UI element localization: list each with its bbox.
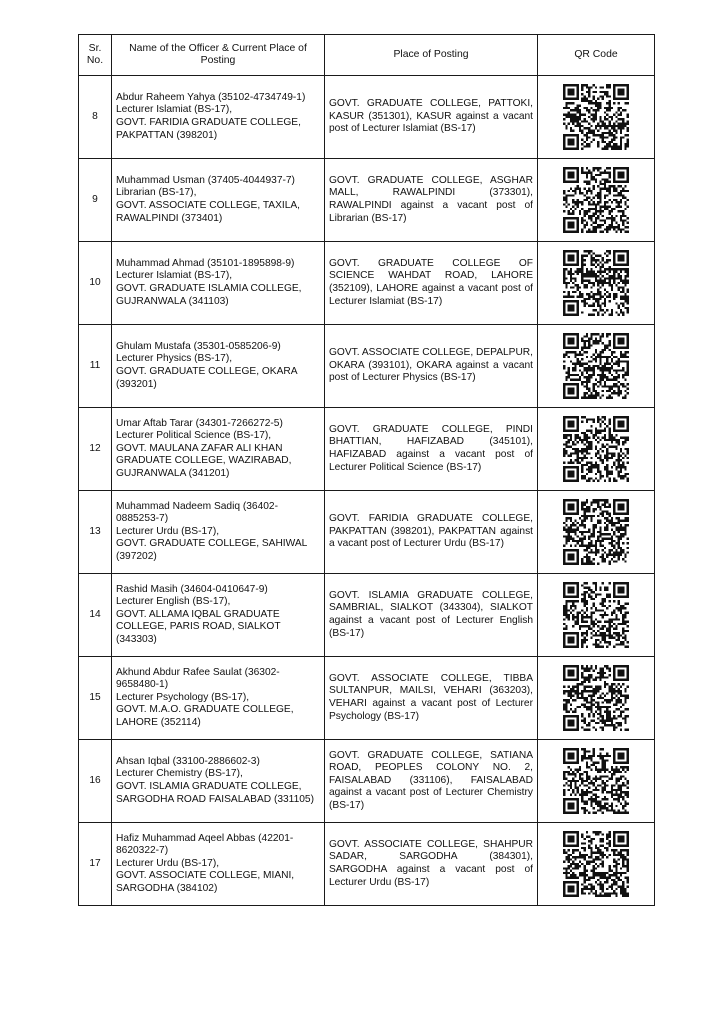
officer-details — [112, 740, 325, 823]
serial-number: 17 — [79, 823, 112, 906]
officer-details — [112, 325, 325, 408]
qr-code-icon — [563, 582, 629, 648]
place-of-posting: GOVT. GRADUATE COLLEGE, PATTOKI, KASUR (351301), KASUR against a vacant post of Lecturer Islamiat (BS-17) — [325, 76, 538, 159]
qr-code-icon — [563, 84, 629, 150]
header-sr: Sr. No. — [79, 35, 112, 76]
serial-number: 14 — [79, 574, 112, 657]
officer-designation: Lecturer Islamiat (BS-17), — [116, 270, 233, 282]
officer-designation: Lecturer Urdu (BS-17), — [116, 525, 220, 537]
officer-designation: Lecturer Chemistry (BS-17), — [116, 768, 243, 780]
header-qr: QR Code — [538, 35, 655, 76]
header-name: Name of the Officer & Current Place of Posting — [112, 35, 325, 76]
qr-code-icon — [563, 250, 629, 316]
current-posting: GOVT. GRADUATE COLLEGE, SAHIWAL (397202) — [116, 538, 307, 562]
qr-code-cell — [538, 159, 655, 242]
place-of-posting: GOVT. ASSOCIATE COLLEGE, DEPALPUR, OKARA (393101), OKARA against a vacant post of Lecturer Physics (BS-17) — [325, 325, 538, 408]
qr-code-cell — [538, 325, 655, 408]
table-row — [79, 159, 655, 242]
serial-number: 16 — [79, 740, 112, 823]
officer-details — [112, 408, 325, 491]
table-row — [79, 740, 655, 823]
serial-number: 8 — [79, 76, 112, 159]
officer-designation: Lecturer English (BS-17), — [116, 596, 231, 608]
header-place: Place of Posting — [325, 35, 538, 76]
current-posting: GOVT. FARIDIA GRADUATE COLLEGE, PAKPATTAN (398201) — [116, 117, 301, 141]
current-posting: GOVT. ASSOCIATE COLLEGE, MIANI, SARGODHA (384102) — [116, 870, 295, 894]
officer-name: Umar Aftab Tarar (34301-7266272-5) — [116, 417, 283, 429]
qr-code-icon — [563, 333, 629, 399]
qr-code-cell — [538, 76, 655, 159]
officer-name: Muhammad Usman (37405-4044937-7) — [116, 174, 295, 186]
officer-details — [112, 574, 325, 657]
officer-details — [112, 76, 325, 159]
qr-code-icon — [563, 167, 629, 233]
table-row — [79, 657, 655, 740]
serial-number: 11 — [79, 325, 112, 408]
table-row — [79, 325, 655, 408]
officer-details — [112, 242, 325, 325]
table-row — [79, 823, 655, 906]
qr-code-icon — [563, 665, 629, 731]
place-of-posting: GOVT. ASSOCIATE COLLEGE, TIBBA SULTANPUR, MAILSI, VEHARI (363203), VEHARI against a vacant post of Lecturer Psychology (BS-17) — [325, 657, 538, 740]
place-of-posting: GOVT. ASSOCIATE COLLEGE, SHAHPUR SADAR, SARGODHA (384301), SARGODHA against a vacant post of Lecturer Urdu (BS-17) — [325, 823, 538, 906]
place-of-posting: GOVT. ISLAMIA GRADUATE COLLEGE, SAMBRIAL, SIALKOT (343304), SIALKOT against a vacant post of Lecturer English (BS-17) — [325, 574, 538, 657]
officer-details — [112, 159, 325, 242]
serial-number: 13 — [79, 491, 112, 574]
officer-designation: Lecturer Islamiat (BS-17), — [116, 104, 233, 116]
officer-designation: Lecturer Psychology (BS-17), — [116, 691, 250, 703]
qr-code-icon — [563, 499, 629, 565]
qr-code-icon — [563, 416, 629, 482]
officer-name: Muhammad Nadeem Sadiq (36402-0885253-7) — [116, 500, 278, 525]
qr-code-cell — [538, 491, 655, 574]
officer-name: Ghulam Mustafa (35301-0585206-9) — [116, 340, 281, 352]
serial-number: 10 — [79, 242, 112, 325]
current-posting: GOVT. MAULANA ZAFAR ALI KHAN GRADUATE COLLEGE, WAZIRABAD, GUJRANWALA (341201) — [116, 442, 292, 479]
postings-table — [78, 34, 655, 906]
qr-code-cell — [538, 657, 655, 740]
officer-details — [112, 657, 325, 740]
header-row — [79, 35, 655, 76]
current-posting: GOVT. ASSOCIATE COLLEGE, TAXILA, RAWALPINDI (373401) — [116, 200, 300, 224]
officer-name: Muhammad Ahmad (35101-1895898-9) — [116, 257, 295, 269]
current-posting: GOVT. GRADUATE COLLEGE, OKARA (393201) — [116, 366, 297, 390]
officer-designation: Lecturer Physics (BS-17), — [116, 353, 233, 365]
serial-number: 9 — [79, 159, 112, 242]
current-posting: GOVT. ISLAMIA GRADUATE COLLEGE, SARGODHA ROAD FAISALABAD (331105) — [116, 781, 314, 805]
serial-number: 12 — [79, 408, 112, 491]
qr-code-icon — [563, 831, 629, 897]
place-of-posting: GOVT. GRADUATE COLLEGE, ASGHAR MALL, RAWALPINDI (373301), RAWALPINDI against a vacant post of Librarian (BS-17) — [325, 159, 538, 242]
current-posting: GOVT. ALLAMA IQBAL GRADUATE COLLEGE, PARIS ROAD, SIALKOT (343303) — [116, 608, 281, 645]
officer-name: Akhund Abdur Rafee Saulat (36302-9658480-1) — [116, 666, 280, 691]
place-of-posting: GOVT. GRADUATE COLLEGE, PINDI BHATTIAN, HAFIZABAD (345101), HAFIZABAD against a vacant post of Lecturer Political Science (BS-17) — [325, 408, 538, 491]
officer-designation: Lecturer Urdu (BS-17), — [116, 857, 220, 869]
officer-designation: Librarian (BS-17), — [116, 187, 197, 199]
table-row — [79, 76, 655, 159]
table-body — [79, 76, 655, 906]
table-row — [79, 242, 655, 325]
current-posting: GOVT. M.A.O. GRADUATE COLLEGE, LAHORE (352114) — [116, 704, 294, 728]
table-row — [79, 574, 655, 657]
qr-code-cell — [538, 740, 655, 823]
officer-designation: Lecturer Political Science (BS-17), — [116, 430, 272, 442]
place-of-posting: GOVT. GRADUATE COLLEGE, SATIANA ROAD, PEOPLES COLONY NO. 2, FAISALABAD (331106), FAISALABAD against a vacant post of Lecturer Chemistry (BS-17) — [325, 740, 538, 823]
officer-details — [112, 491, 325, 574]
qr-code-icon — [563, 748, 629, 814]
qr-code-cell — [538, 574, 655, 657]
place-of-posting: GOVT. FARIDIA GRADUATE COLLEGE, PAKPATTAN (398201), PAKPATTAN against a vacant post of Lecturer Urdu (BS-17) — [325, 491, 538, 574]
table-row — [79, 491, 655, 574]
officer-details — [112, 823, 325, 906]
current-posting: GOVT. GRADUATE ISLAMIA COLLEGE, GUJRANWALA (341103) — [116, 283, 302, 307]
officer-name: Ahsan Iqbal (33100-2886602-3) — [116, 755, 260, 767]
officer-name: Hafiz Muhammad Aqeel Abbas (42201-8620322-7) — [116, 832, 294, 857]
place-of-posting: GOVT. GRADUATE COLLEGE OF SCIENCE WAHDAT ROAD, LAHORE (352109), LAHORE against a vacant post of Lecturer Islamiat (BS-17) — [325, 242, 538, 325]
serial-number: 15 — [79, 657, 112, 740]
qr-code-cell — [538, 823, 655, 906]
table-row — [79, 408, 655, 491]
qr-code-cell — [538, 242, 655, 325]
officer-name: Abdur Raheem Yahya (35102-4734749-1) — [116, 91, 306, 103]
officer-name: Rashid Masih (34604-0410647-9) — [116, 583, 268, 595]
qr-code-cell — [538, 408, 655, 491]
